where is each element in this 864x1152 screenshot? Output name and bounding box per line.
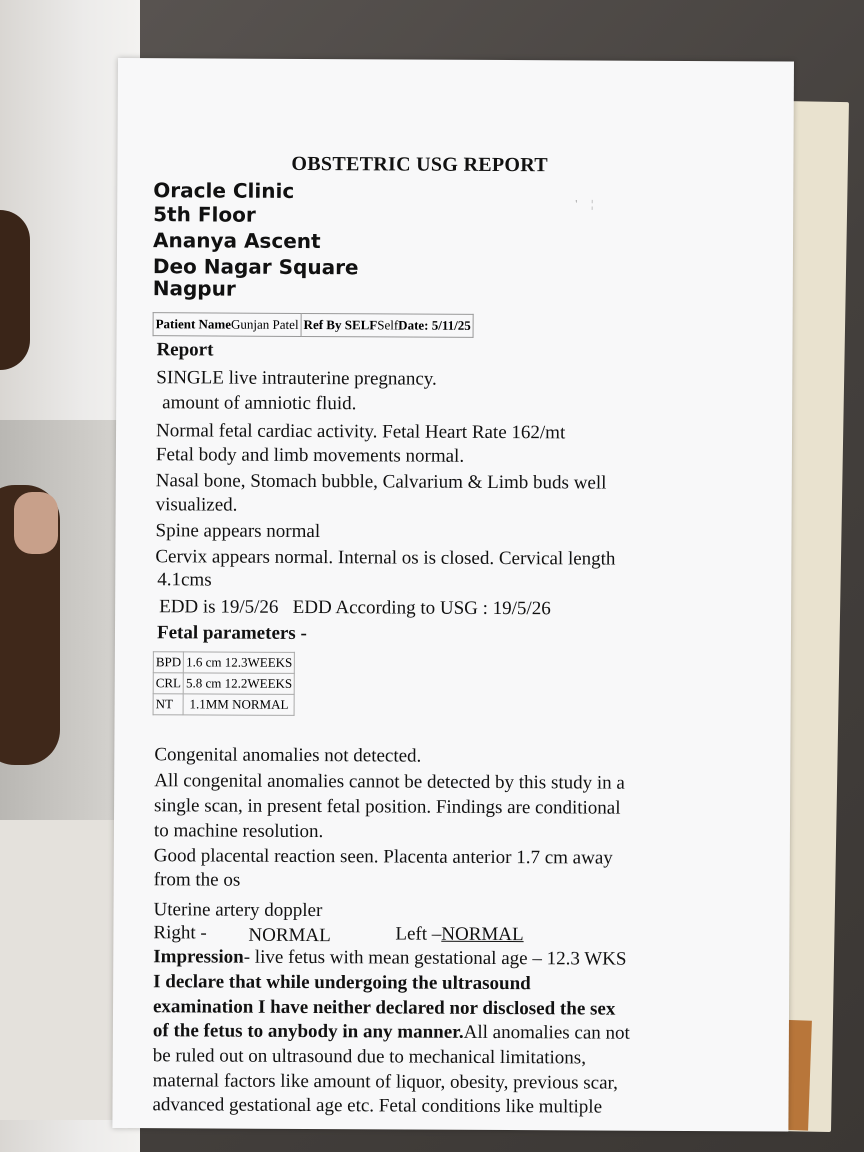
report-line: 4.1cms: [157, 569, 212, 591]
param-name: NT: [153, 694, 183, 715]
impression-line: Impression- live fetus with mean gestational age – 12.3 WKS: [153, 946, 627, 970]
report-line: be ruled out on ultrasound due to mechanical limitations,: [152, 1045, 587, 1069]
report-line: to machine resolution.: [153, 820, 324, 843]
clinic-floor: 5th Floor: [153, 202, 256, 227]
table-row: [153, 673, 295, 695]
report-line: Good placental reaction seen. Placenta anterior 1.7 cm away: [153, 845, 613, 869]
param-value: 1.1MM NORMAL: [183, 694, 294, 716]
report-line: SINGLE live intrauterine pregnancy.: [156, 367, 437, 390]
table-row: [153, 694, 295, 716]
report-line: visualized.: [155, 494, 238, 516]
param-name: BPD: [153, 652, 183, 673]
report-line: single scan, in present fetal position. Findings are conditional: [154, 795, 621, 819]
report-line: All congenital anomalies cannot be detected by this study in a: [154, 770, 625, 794]
report-line: advanced gestational age etc. Fetal conditions like multiple: [152, 1094, 603, 1118]
patient-name-cell: Patient NameGunjan Patel: [153, 313, 301, 337]
report-line: Fetal body and limb movements normal.: [155, 444, 465, 467]
report-line: Normal fetal cardiac activity. Fetal Heart Rate 162/mt: [155, 420, 566, 444]
report-line: Cervix appears normal. Internal os is closed. Cervical length: [155, 546, 616, 570]
finger-top: [0, 210, 30, 370]
declaration-line: of the fetus to anybody in any manner.All anomalies can not: [152, 1020, 630, 1044]
declaration-line: examination I have neither declared nor disclosed the sex: [152, 996, 616, 1020]
report-sheet: [112, 58, 794, 1132]
table-row: [153, 652, 295, 674]
declaration-line: I declare that while undergoing the ultrasound: [153, 971, 531, 995]
fingernail: [14, 492, 58, 554]
report-line: Nasal bone, Stomach bubble, Calvarium & Limb buds well: [155, 470, 607, 494]
doppler-right-value: NORMAL: [248, 924, 331, 947]
left-book-base: [0, 820, 120, 1120]
edd-line: EDD is 19/5/26 EDD According to USG : 19/5/26: [159, 596, 551, 620]
report-line: maternal factors like amount of liquor, obesity, previous scar,: [152, 1070, 618, 1094]
report-line: Spine appears normal: [155, 520, 321, 543]
fetal-parameters-table: [153, 651, 296, 716]
report-line: Congenital anomalies not detected.: [154, 744, 422, 767]
param-value: 1.6 cm 12.3WEEKS: [184, 652, 295, 674]
param-value: 5.8 cm 12.2WEEKS: [183, 673, 294, 695]
clinic-name: Oracle Clinic: [153, 178, 295, 203]
patient-info-table: [153, 312, 474, 338]
pencil-mark: ' ¦: [575, 198, 594, 211]
fetal-parameters-heading: Fetal parameters -: [156, 622, 307, 644]
clinic-area: Deo Nagar Square: [152, 254, 359, 280]
report-heading: Report: [156, 339, 214, 361]
ref-cell: Ref By SELFSelfDate: 5/11/25: [301, 313, 473, 337]
clinic-city: Nagpur: [152, 276, 236, 301]
report-title: OBSTETRIC USG REPORT: [291, 152, 548, 177]
clinic-building: Ananya Ascent: [152, 228, 321, 254]
doppler-right-label: Right -: [153, 922, 207, 944]
report-line: from the os: [153, 869, 241, 891]
report-line: amount of amniotic fluid.: [162, 392, 357, 415]
doppler-left: Left –NORMAL: [395, 923, 524, 946]
report-line: Uterine artery doppler: [153, 899, 323, 922]
param-name: CRL: [153, 673, 183, 694]
